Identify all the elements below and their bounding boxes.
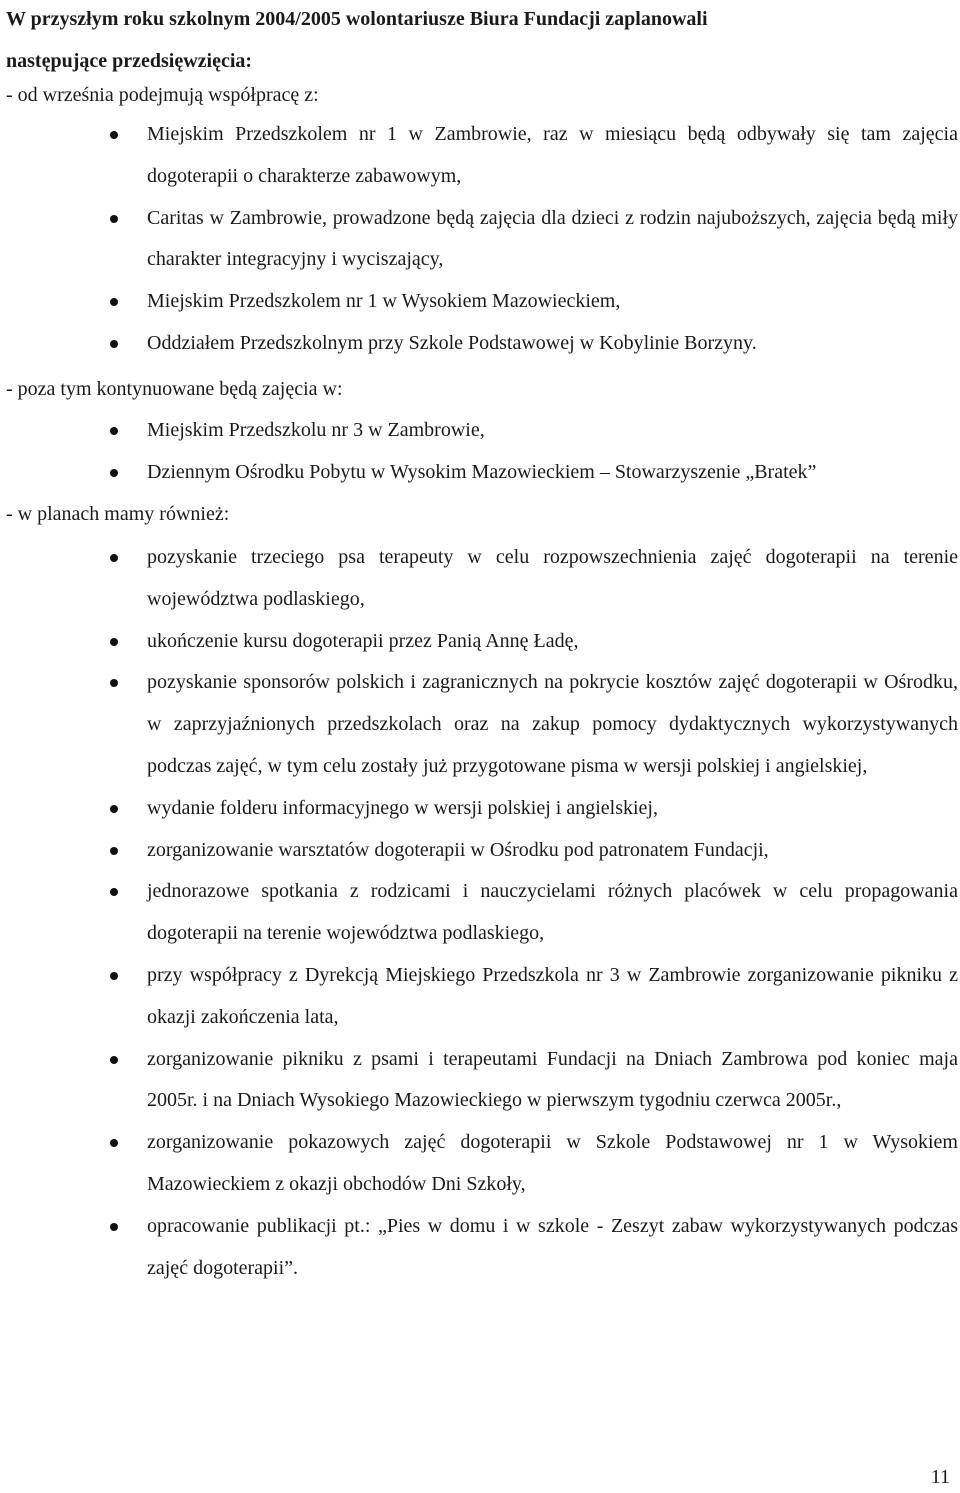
- bullet-icon: [110, 679, 118, 687]
- list-item: pozyskanie sponsorów polskich i zagranicznych na pokrycie kosztów zajęć dogoterapii w Ośrodku, w zaprzyjaźnionych przedszkolach oraz na zakup pomocy dydaktycznych wykorzystywanych podczas zajęć, w tym celu zostały już przygotowane pisma w wersji polskiej i angielskiej,: [0, 662, 960, 787]
- list-item: Miejskim Przedszkolu nr 3 w Zambrowie,: [0, 410, 960, 452]
- section-heading-cooperation: - od września podejmują współpracę z:: [6, 84, 319, 106]
- bullet-icon: [110, 638, 118, 646]
- bullet-icon: [110, 847, 118, 855]
- bullet-icon: [110, 427, 118, 435]
- list-item: zorganizowanie pikniku z psami i terapeutami Fundacji na Dniach Zambrowa pod koniec maja 2005r. i na Dniach Wysokiego Mazowieckiego w pierwszym tygodniu czerwca 2005r.,: [0, 1039, 960, 1123]
- list-item: Miejskim Przedszkolem nr 1 w Wysokiem Mazowieckiem,: [0, 281, 960, 323]
- cooperation-list: [0, 114, 960, 365]
- list-item: wydanie folderu informacyjnego w wersji polskiej i angielskiej,: [0, 788, 960, 830]
- list-item: jednorazowe spotkania z rodzicami i nauczycielami różnych placówek w celu propagowania dogoterapii na terenie województwa podlaskiego,: [0, 871, 960, 955]
- bullet-icon: [110, 215, 118, 223]
- continued-list: [0, 410, 960, 494]
- list-item: opracowanie publikacji pt.: „Pies w domu i w szkole - Zeszyt zabaw wykorzystywanych podczas zajęć dogoterapii”.: [0, 1206, 960, 1290]
- bullet-icon: [110, 298, 118, 306]
- bullet-icon: [110, 469, 118, 477]
- section-heading-continued: - poza tym kontynuowane będą zajęcia w:: [6, 378, 343, 400]
- bullet-icon: [110, 1223, 118, 1231]
- list-item: ukończenie kursu dogoterapii przez Panią Annę Ładę,: [0, 621, 960, 663]
- intro-line-1: W przyszłym roku szkolnym 2004/2005 wolontariusze Biura Fundacji zaplanowali: [6, 8, 708, 30]
- bullet-icon: [110, 972, 118, 980]
- list-item: pozyskanie trzeciego psa terapeuty w celu rozpowszechnienia zajęć dogoterapii na terenie województwa podlaskiego,: [0, 537, 960, 621]
- list-item: Oddziałem Przedszkolnym przy Szkole Podstawowej w Kobylinie Borzyny.: [0, 323, 960, 365]
- bullet-icon: [110, 554, 118, 562]
- intro-paragraph: [6, 0, 958, 82]
- list-item: zorganizowanie pokazowych zajęć dogoterapii w Szkole Podstawowej nr 1 w Wysokiem Mazowieckiem z okazji obchodów Dni Szkoły,: [0, 1122, 960, 1206]
- intro-line-2: następujące przedsięwzięcia:: [6, 50, 253, 72]
- bullet-icon: [110, 1139, 118, 1147]
- list-item: zorganizowanie warsztatów dogoterapii w Ośrodku pod patronatem Fundacji,: [0, 830, 960, 872]
- list-item: przy współpracy z Dyrekcją Miejskiego Przedszkola nr 3 w Zambrowie zorganizowanie pikniku z okazji zakończenia lata,: [0, 955, 960, 1039]
- list-item: Dziennym Ośrodku Pobytu w Wysokim Mazowieckiem – Stowarzyszenie „Bratek”: [0, 452, 960, 494]
- list-item: Miejskim Przedszkolem nr 1 w Zambrowie, raz w miesiącu będą odbywały się tam zajęcia dogoterapii o charakterze zabawowym,: [0, 114, 960, 198]
- bullet-icon: [110, 805, 118, 813]
- page-number: 11: [930, 1466, 950, 1488]
- section-heading-plans: - w planach mamy również:: [6, 503, 230, 525]
- plans-list: [0, 537, 960, 1289]
- list-item: Caritas w Zambrowie, prowadzone będą zajęcia dla dzieci z rodzin najuboższych, zajęcia będą miły charakter integracyjny i wyciszający,: [0, 198, 960, 282]
- bullet-icon: [110, 888, 118, 896]
- bullet-icon: [110, 131, 118, 139]
- bullet-icon: [110, 1056, 118, 1064]
- bullet-icon: [110, 340, 118, 348]
